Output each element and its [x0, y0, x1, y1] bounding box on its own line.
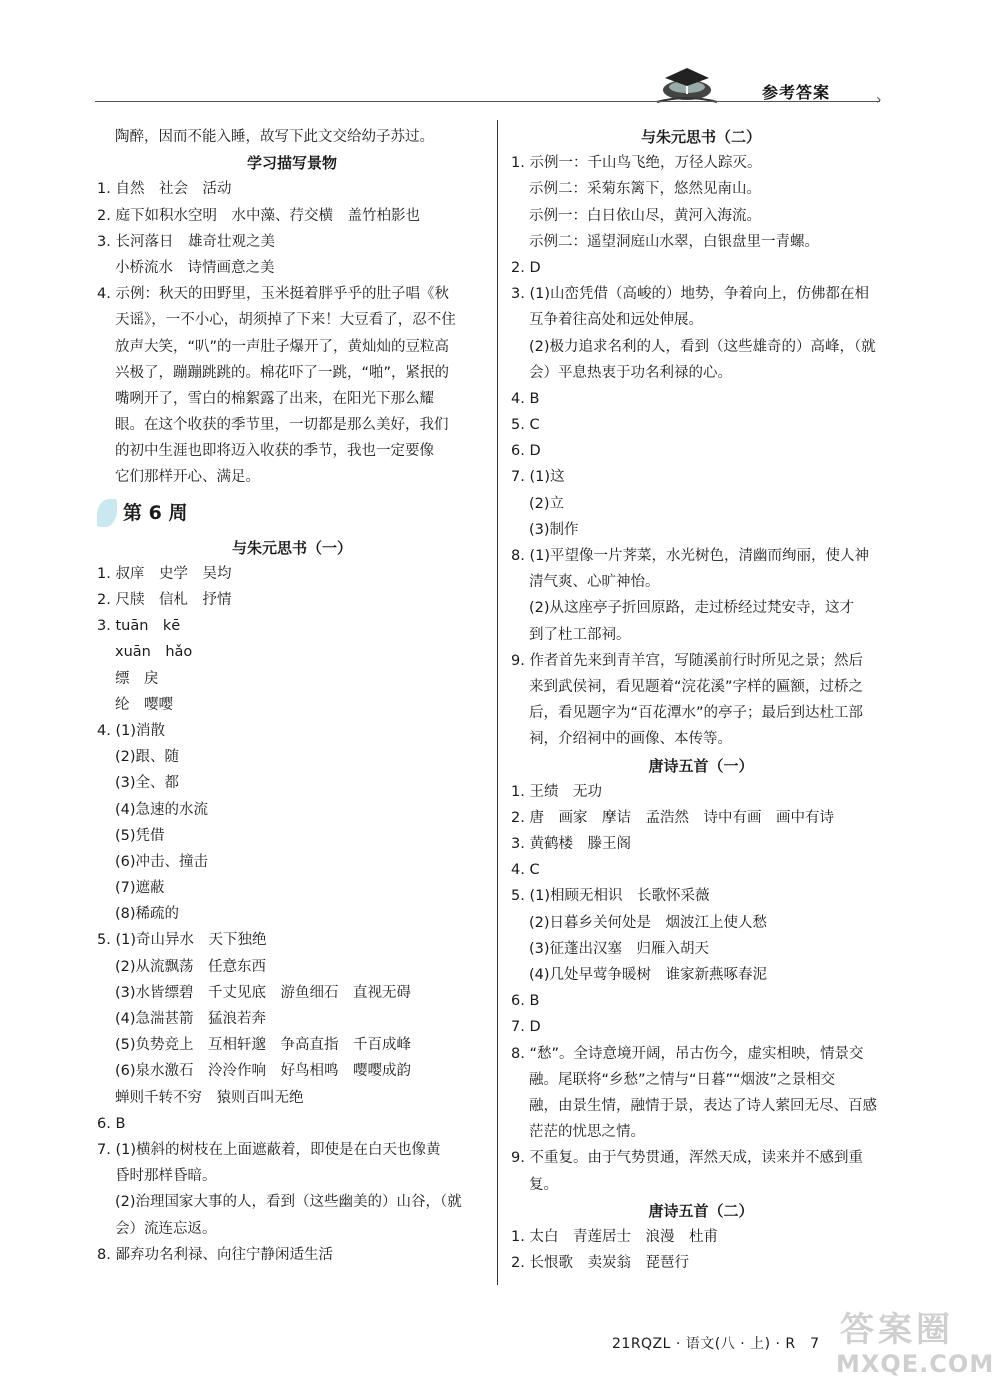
answer-line: 1. 叔庠 史学 吴均	[97, 565, 232, 582]
answer-line: 融，由景生情，融情于景，表达了诗人萦回无尽、百感	[529, 1097, 877, 1114]
column-divider	[497, 120, 498, 1285]
answer-line: (3)全、都	[115, 775, 180, 792]
answer-line: (2)日暮乡关何处是 烟波江上使人愁	[529, 914, 768, 931]
answer-line: 8. (1)平望像一片荠菜，水光树色，清幽而绚丽，使人神	[511, 548, 869, 564]
left-column	[97, 124, 487, 1268]
answer-line: 2. D	[511, 259, 541, 276]
answer-line: 3. 黄鹤楼 滕王阁	[511, 836, 631, 853]
answer-line: 会）平息热衷于功名利禄的心。	[529, 364, 732, 381]
leaf-icon	[97, 499, 117, 527]
answer-line: 茫茫的忧思之情。	[529, 1124, 645, 1141]
answer-line: 眼。在这个收获的季节里，一切都是那么美好，我们	[115, 417, 449, 434]
answer-line: xuān hǎo	[115, 644, 193, 661]
answer-line: 示例二：采菊东篱下，悠然见南山。	[529, 181, 761, 198]
answer-line: 6. B	[97, 1115, 126, 1132]
answer-line: 3. 长河落日 雄奇壮观之美	[97, 233, 275, 250]
answer-line: 会）流连忘返。	[115, 1220, 217, 1237]
section-heading: 与朱元思书（二）	[640, 128, 761, 146]
answer-line: 9. 作者首先来到青羊宫，写随溪前行时所见之景；然后	[511, 652, 863, 669]
answer-line: 3. (1)山峦凭借（高峻的）地势，争着向上，仿佛都在相	[511, 286, 869, 303]
answer-line: 1. 示例一：千山鸟飞绝，万径人踪灭。	[511, 155, 762, 172]
answer-line: 1. 王绩 无功	[511, 783, 602, 800]
answer-line: (3)制作	[529, 521, 579, 538]
answer-line: 示例一：白日依山尽，黄河入海流。	[529, 207, 761, 224]
header-arrow-icon: ›	[876, 92, 882, 108]
answer-line: 3. tuān kē	[97, 618, 181, 635]
answer-line: 4. (1)消散	[97, 722, 165, 739]
section-heading: 唐诗五首（一）	[648, 756, 754, 775]
answer-line: 2. 长恨歌 卖炭翁 琵琶行	[511, 1255, 689, 1272]
answer-line: (4)几处早莺争暖树 谁家新燕啄春泥	[529, 967, 768, 983]
answer-line: 8. “愁”。全诗意境开阔，吊古伤今，虚实相映，情景交	[511, 1045, 864, 1062]
answer-line: (8)稀疏的	[115, 906, 180, 923]
answer-line: 放声大笑，“叭”的一声肚子爆开了，黄灿灿的豆粒高	[115, 338, 450, 355]
answer-line: 7. (1)横斜的树枝在上面遮蔽着，即使是在白天也像黄	[97, 1141, 441, 1158]
answer-line: 8. 鄙弃功名利禄、向往宁静闲适生活	[97, 1246, 333, 1263]
answer-line: 2. 庭下如积水空明 水中藻、荇交横 盖竹柏影也	[97, 207, 420, 224]
answer-line: (3)征蓬出汉塞 归雁入胡天	[529, 940, 710, 957]
answer-line: (2)极力追求名利的人，看到（这些雄奇的）高峰，（就	[529, 338, 876, 355]
footer-page-code: 21RQZL · 语文(八 · 上) · R 7	[612, 1336, 820, 1352]
answer-line: (6)泉水激石 泠泠作响 好鸟相鸣 嘤嘤成韵	[115, 1063, 412, 1080]
right-column	[511, 124, 891, 1276]
answer-line: (3)水皆缥碧 千丈见底 游鱼细石 直视无碍	[115, 984, 412, 1001]
answer-line: 天谣》，一不小心，胡须掉了下来！大豆看了，忍不住	[115, 312, 456, 329]
answer-line: 6. B	[511, 993, 540, 1010]
answer-line: 复。	[529, 1176, 558, 1193]
answer-line: 它们那样开心、满足。	[115, 469, 260, 486]
answer-line: 祠，介绍祠中的画像、本传等。	[529, 731, 732, 748]
answer-line: 兴极了，蹦蹦跳跳的。棉花吓了一跳，“啪”，紧抿的	[115, 364, 450, 381]
answer-line: 纶 嘤嘤	[115, 696, 173, 713]
answer-line: 7. (1)这	[511, 469, 565, 486]
answer-line: 来到武侯祠，看见题着“浣花溪”字样的匾额，过桥之	[529, 678, 864, 695]
watermark	[830, 1300, 998, 1386]
answer-line: 清气爽、心旷神怡。	[529, 574, 660, 591]
answer-line: 缥 戾	[115, 670, 159, 687]
answer-line: 到了杜工部祠。	[529, 626, 631, 643]
header-logo	[655, 60, 719, 110]
answer-line: 5. (1)相顾无相识 长歌怀采薇	[511, 888, 710, 905]
header-title: 参考答案	[762, 83, 831, 102]
answer-line: (6)冲击、撞击	[115, 853, 209, 870]
answer-line: 陶醉，因而不能入睡，故写下此文交给幼子苏过。	[115, 129, 434, 145]
answer-line: (4)急湍甚箭 猛浪若奔	[115, 1011, 267, 1027]
answer-line: 昏时那样昏暗。	[115, 1168, 217, 1185]
watermark-url: MXQE.COM	[836, 1350, 995, 1378]
answer-line: 6. D	[511, 443, 541, 460]
answer-line: 示例二：遥望洞庭山水翠，白银盘里一青螺。	[529, 233, 819, 250]
week-heading	[97, 491, 487, 535]
section-heading: 与朱元思书（一）	[231, 538, 352, 557]
answer-line: (5)凭借	[115, 827, 165, 844]
answer-line: (2)从这座亭子折回原路，走过桥经过梵安寺，这才	[529, 600, 855, 617]
answer-line: 7. D	[511, 1019, 541, 1036]
answer-line: 2. 尺牍 信札 抒情	[97, 592, 232, 608]
answer-line: 4. B	[511, 390, 540, 407]
answer-line: (2)跟、随	[115, 749, 180, 766]
answer-line: (5)负势竞上 互相轩邈 争高直指 千百成峰	[115, 1037, 412, 1054]
answer-line: 1. 太白 青莲居士 浪漫 杜甫	[511, 1228, 718, 1245]
answer-line: (7)遮蔽	[115, 880, 165, 897]
section-heading: 学习描写景物	[246, 154, 337, 173]
watermark-text: 答案圈	[840, 1310, 954, 1350]
week-heading-text: 第 6 周	[123, 501, 188, 524]
answer-line: 小桥流水 诗情画意之美	[115, 259, 275, 276]
answer-line: 1. 自然 社会 活动	[97, 181, 232, 198]
answer-line: 2. 唐 画家 摩诘 孟浩然 诗中有画 画中有诗	[511, 809, 834, 826]
answer-line: 4. 示例：秋天的田野里，玉米挺着胖乎乎的肚子唱《秋	[97, 286, 449, 303]
answer-line: 的初中生涯也即将迈入收获的季节，我也一定要像	[115, 443, 434, 460]
answer-line: (2)从流飘荡 任意东西	[115, 958, 267, 975]
answer-line: 后，看见题字为“百花潭水”的亭子；最后到达杜工部	[529, 705, 864, 722]
answer-line: 5. (1)奇山异水 天下独绝	[97, 932, 267, 949]
answer-line: 4. C	[511, 862, 540, 879]
answer-line: 蝉则千转不穷 猿则百叫无绝	[115, 1089, 304, 1106]
answer-line: 互争着往高处和远处伸展。	[529, 312, 703, 329]
answer-line: 嘴咧开了，雪白的棉絮露了出来，在阳光下那么耀	[115, 390, 434, 407]
answer-line: 9. 不重复。由于气势贯通，浑然天成，读来并不感到重	[511, 1150, 863, 1167]
answer-line: 融。尾联将“乡愁”之情与“日暮”“烟波”之景相交	[529, 1071, 836, 1088]
section-heading: 唐诗五首（二）	[648, 1201, 754, 1220]
answer-line: 5. C	[511, 417, 540, 434]
answer-line: (4)急速的水流	[115, 801, 209, 818]
answer-line: (2)立	[529, 495, 565, 512]
answer-line: (2)治理国家大事的人，看到（这些幽美的）山谷，（就	[115, 1194, 462, 1211]
